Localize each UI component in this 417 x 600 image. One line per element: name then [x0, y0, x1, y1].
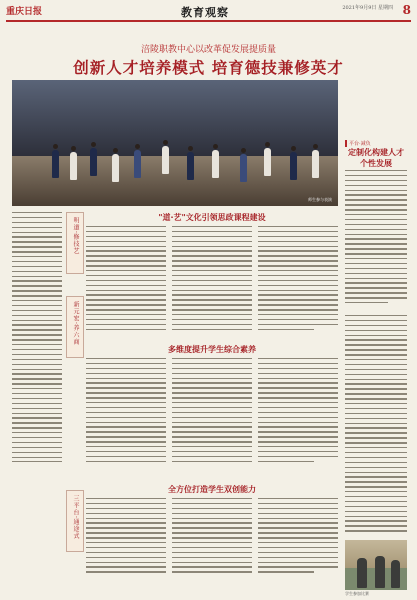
- side-title-line: 个性发展: [360, 158, 392, 168]
- performer: [212, 150, 219, 178]
- bottom-photo: [345, 540, 407, 590]
- side-mark: 平台·减负: [345, 140, 407, 147]
- article-subtitle: 涪陵职教中心以改革促发展提质量: [140, 45, 276, 55]
- performer: [134, 150, 141, 178]
- performer: [187, 152, 194, 180]
- section-heading: 多维度提升学生综合素养: [168, 345, 256, 354]
- bottom-photo-caption: 学生参加比赛: [345, 591, 369, 596]
- performer: [90, 148, 97, 176]
- performer: [52, 150, 59, 178]
- section-2-text: [86, 358, 338, 478]
- masthead: [6, 4, 411, 20]
- performer: [312, 150, 319, 178]
- side-box-3: [66, 490, 84, 552]
- side-column-text: [345, 170, 407, 310]
- side-title: [345, 138, 407, 169]
- performer: [240, 154, 247, 182]
- section-heading: "道·艺"文化引领思政课程建设: [158, 213, 266, 222]
- photo-caption: 师生参与表演: [308, 197, 332, 202]
- main-photo: [12, 80, 338, 206]
- section-1-text: [86, 226, 338, 338]
- section-3-text: [86, 498, 338, 594]
- side-box-2: [66, 296, 84, 358]
- section-title: 教育观察: [181, 6, 229, 19]
- person: [357, 558, 367, 588]
- side-box-1: [66, 212, 84, 274]
- performer: [112, 154, 119, 182]
- article-headline: 创新人才培养模式 培育德技兼修英才: [73, 59, 344, 77]
- person: [375, 556, 385, 588]
- performer: [264, 148, 271, 176]
- stage-backdrop: [12, 80, 338, 156]
- section-heading: 全方位打造学生双创能力: [168, 485, 256, 494]
- side-title-line: 定制化构建人才: [348, 147, 404, 157]
- header-rule: [6, 20, 411, 22]
- section-side-label: 三平台·通途式: [72, 495, 79, 540]
- performer: [70, 152, 77, 180]
- performer: [290, 152, 297, 180]
- person: [391, 560, 400, 588]
- issue-date: 2021年9月9日 星期四: [342, 5, 393, 11]
- page-number: 8: [402, 3, 411, 17]
- section-side-label: 新元宏·养六商: [72, 301, 79, 346]
- performer: [162, 146, 169, 174]
- newspaper-logo: 重庆日报: [6, 7, 43, 17]
- left-column-text: [12, 212, 62, 462]
- section-side-label: 明道·修技艺: [72, 217, 79, 255]
- right-column-text: [345, 315, 407, 535]
